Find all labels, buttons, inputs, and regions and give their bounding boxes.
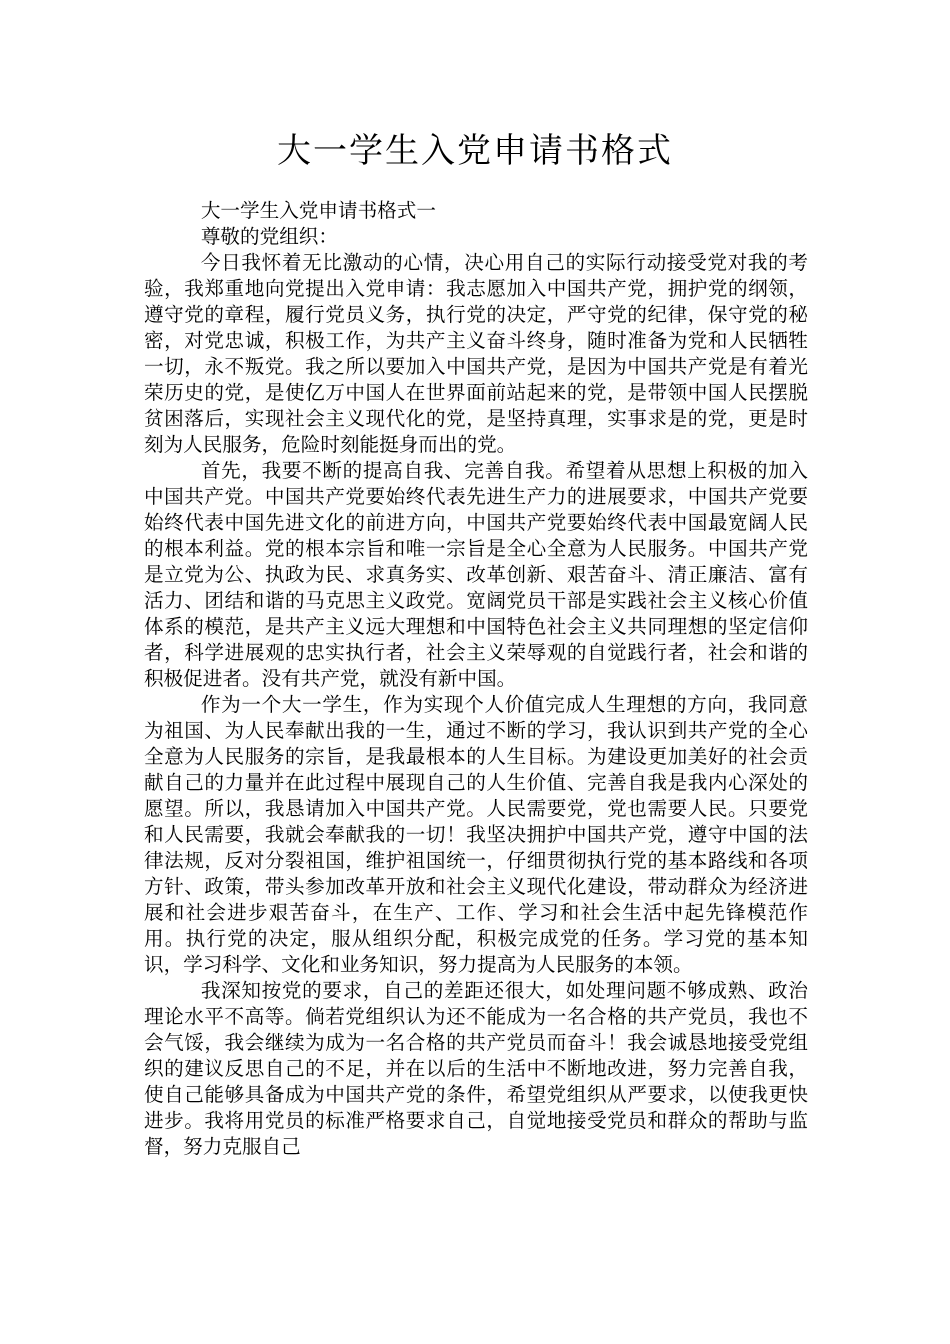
paragraph-2: 首先，我要不断的提高自我、完善自我。希望着从思想上积极的加入中国共产党。中国共产党要始终代表先进生产力的进展要求，中国共产党要始终代表中国先进文化的前进方向，中国共产党要始终代表中国最宽阔人民的根本利益。党的根本宗旨和唯一宗旨是全心全意为人民服务。中国共产党是立党为公、执政为民、求真务实、改革创新、艰苦奋斗、清正廉洁、富有活力、团结和谐的马克思主义政党。宽阔党员干部是实践社会主义核心价值体系的模范，是共产主义远大理想和中国特色社会主义共同理想的坚定信仰者，科学进展观的忠实执行者，社会主义荣辱观的自觉践行者，社会和谐的积极促进者。没有共产党，就没有新中国。	[144, 459, 808, 690]
document-subtitle: 大一学生入党申请书格式一	[200, 199, 436, 222]
salutation: 尊敬的党组织：	[200, 225, 338, 248]
paragraph-1: 今日我怀着无比激动的心情，决心用自己的实际行动接受党对我的考验，我郑重地向党提出入党申请：我志愿加入中国共产党，拥护党的纲领，遵守党的章程，履行党员义务，执行党的决定，严守党的纪律，保守党的秘密，对党忠诚，积极工作，为共产主义奋斗终身，随时准备为党和人民牺牲一切，永不叛党。我之所以要加入中国共产党，是因为中国共产党是有着光荣历史的党，是使亿万中国人在世界面前站起来的党，是带领中国人民摆脱贫困落后，实现社会主义现代化的党，是坚持真理，实事求是的党，更是时刻为人民服务，危险时刻能挺身而出的党。	[144, 251, 808, 456]
paragraph-4: 我深知按党的要求，自己的差距还很大，如处理问题不够成熟、政治理论水平不高等。倘若党组织认为还不能成为一名合格的共产党员，我也不会气馁，我会继续为成为一名合格的共产党员而奋斗！我会诚恳地接受党组织的建议反思自己的不足，并在以后的生活中不断地改进，努力完善自我，使自己能够具备成为中国共产党的条件，希望党组织从严要求，以使我更快进步。我将用党员的标准严格要求自己，自觉地接受党员和群众的帮助与监督，努力克服自己	[144, 979, 808, 1158]
document-title: 大一学生入党申请书格式	[277, 131, 673, 171]
paragraph-3: 作为一个大一学生，作为实现个人价值完成人生理想的方向，我同意为祖国、为人民奉献出我的一生，通过不断的学习，我认识到共产党的全心全意为人民服务的宗旨，是我最根本的人生目标。为建设更加美好的社会贡献自己的力量并在此过程中展现自己的人生价值、完善自我是我内心深处的愿望。所以，我恳请加入中国共产党。人民需要党，党也需要人民。只要党和人民需要，我就会奉献我的一切！我坚决拥护中国共产党，遵守中国的法律法规，反对分裂祖国，维护祖国统一，仔细贯彻执行党的基本路线和各项方针、政策，带头参加改革开放和社会主义现代化建设，带动群众为经济进展和社会进步艰苦奋斗，在生产、工作、学习和社会生活中起先锋模范作用。执行党的决定，服从组织分配，积极完成党的任务。学习党的基本知识，学习科学、文化和业务知识，努力提高为人民服务的本领。	[144, 693, 808, 976]
document-body	[144, 198, 808, 1160]
